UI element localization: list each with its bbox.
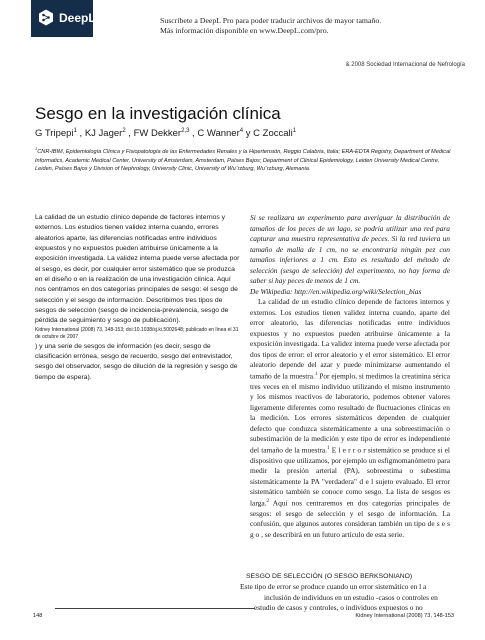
- article-title: Sesgo en la investigación clínica: [35, 104, 281, 123]
- banner-promo-line: Suscríbete a DeepL Pro para poder traducir archivos de mayor tamaño.: [160, 16, 382, 25]
- author-affil-sup: 1: [292, 128, 297, 134]
- author-list: G Tripepi$^1$ , KJ Jager$^2$ , FW Dekker$^{2,3}$ , C Wanner$^4$ y C Zoccali$^1$: [35, 128, 297, 140]
- section-heading: SESGO DE SELECCIÓN (O SESGO BERKSONIANO): [246, 573, 413, 580]
- author-affil-sup: 2: [122, 128, 126, 134]
- abstract: [35, 213, 240, 383]
- body-paragraph: La calidad de un estudio clínico depende de factores internos y externos. Los estudios tienen validez interna cuando, aparte del error aleatorio, las diferencias notificadas entre individuos expuestos y no expuestos pueden atribuirse únicamente a la exposición investigada. La validez interna puede verse afectada por dos tipos de error: el error aleatorio y el error sistemático. El error aleatorio depende del azar y puede minimizarse aumentando el tamaño de la muestra.$^1$ Por ejemplo, si medimos la creatinina sérica tres veces en el mismo individuo utilizando el mismo instrumento y los mismos reactivos de laboratorio, podemos obtener valores ligeramente diferentes como resultado de fluctuaciones clínicas en la medición. Los errores sistemáticos dependen de cualquier defecto que conduzca sistemáticamente a una sobreestimación o subestimación de la medición y este tipo de error es independiente del tamaño de la muestra.$^1$ E l e r r o r sistemático se produce si el dispositivo que utilizamos, por ejemplo un esfigmomanómetro para medir la presión arterial (PA), sobreestima o subestima sistemáticamente la PA "verdadera" d e l sujeto evaluado. El error sistemático también se conoce como sesgo. La lista de sesgos es larga.$^2$ Aquí nos centraremos en dos categorías principales de sesgos: el sesgo de selección y el sesgo de información. La confusión, que algunos autores consideran también un tipo de s e s g o , se describirá en un futuro artículo de esta serie.: [250, 297, 450, 539]
- epigraph-source[interactable]: De Wikipedia: http://en.wikipedia.org/wiki/Selection_bias: [250, 286, 422, 296]
- author-name: KJ Jager: [84, 128, 123, 140]
- journal-reference: Kidney International (2008) 73, 148-153: [355, 613, 454, 619]
- banner-promo-link[interactable]: Más información disponible en www.DeepL.com/pro.: [160, 26, 329, 35]
- deepl-logo[interactable]: [31, 0, 96, 37]
- epigraph-quote: Si se realizara un experimento para averiguar la distribución de tamaños de los peces de un lago, se podría utilizar una red para capturar una muestra representativa de peces. Si la red tuviera un tamaño de malla de 1 cm, no se encontraría ningún pez con tamaños inferiores a 1 cm. Esto es resultado del método de selección (sesgo de selección) del experimento, no hay forma de saber si hay peces de menos de 1 cm.: [250, 213, 450, 286]
- abstract-paragraph: La calidad de un estudio clínico depende de factores internos y externos. Los estudios tienen validez interna cuando, errores aleatorios aparte, las diferencias notificadas entre individuos expuestos y no expuestos pueden atribuirse únicamente a la exposición investigada. La validez interna puede verse afectada por el sesgo, es decir, por cualquier error sistemático que se produzca en el diseño o en la realización de una investigación clínica. Aquí nos centramos en dos categorías principales de sesgo: el sesgo de selección y el sesgo de información. Describimos tres tipos de sesgos de selección (sesgo de incidencia-prevalencia, sesgo de pérdida de seguimiento y sesgo de publicación).: [35, 214, 240, 325]
- author-name: G Tripepi: [35, 128, 74, 140]
- affil-sup: 1: [35, 146, 38, 151]
- author-name: C Zoccali: [253, 128, 293, 140]
- citation: Kidney International (2008) 73, 148-153; doi:10.1038/sj.ki.5002648; publicado en línea el 31 de octubre de 2007: [35, 326, 239, 341]
- author-name: C Wanner: [197, 128, 240, 140]
- author-affil-sup: 2,3: [181, 128, 190, 134]
- deepl-logo-text: DeepL: [59, 11, 96, 25]
- abstract-paragraph: ) y una serie de sesgos de información (es decir, sesgo de clasificación errónea, sesgo de recuerdo, sesgo del entrevistador, sesgo del observador, sesgo de dilución de la regresión y sesgo de tiempo de espera).: [35, 342, 238, 381]
- footnote-rule: [55, 608, 255, 609]
- author-affil-sup: 1: [73, 128, 77, 134]
- deepl-logo-icon: [38, 9, 54, 27]
- section-paragraph: Este tipo de error se produce cuando un error sistemático en l a inclusión de individuos en un estudio -casos o controles en estudio de casos y controles, o individuos expuestos o no: [240, 582, 438, 613]
- deepl-banner: [0, 0, 485, 40]
- author-affil-sup: 4: [239, 128, 244, 134]
- copyright-notice: & 2008 Sociedad Internacional de Nefrología: [345, 62, 465, 68]
- page-number: 148: [33, 613, 43, 619]
- affiliations-text: CNR-IBIM, Epidemiología Clínica y Fisiopatología de las Enfermedades Renales y la Hipertensión, Reggio Calabria, Italia; ERA-EDTA Registry, Department of Medical Informatics, Academic Medical Center, University of Amsterdam, Amsterdam, Países Bajos; Department of Clinical Epidemiology, Leiden University Medical Centre, Leiden, Países Bajos y Division of Nephrology, University Clinic, University of Wu¨rzburg, Wu¨rzburg, Alemania.: [35, 148, 451, 173]
- author-name: FW Dekker: [133, 128, 182, 140]
- body-column: [250, 213, 450, 540]
- affiliations: [35, 146, 455, 174]
